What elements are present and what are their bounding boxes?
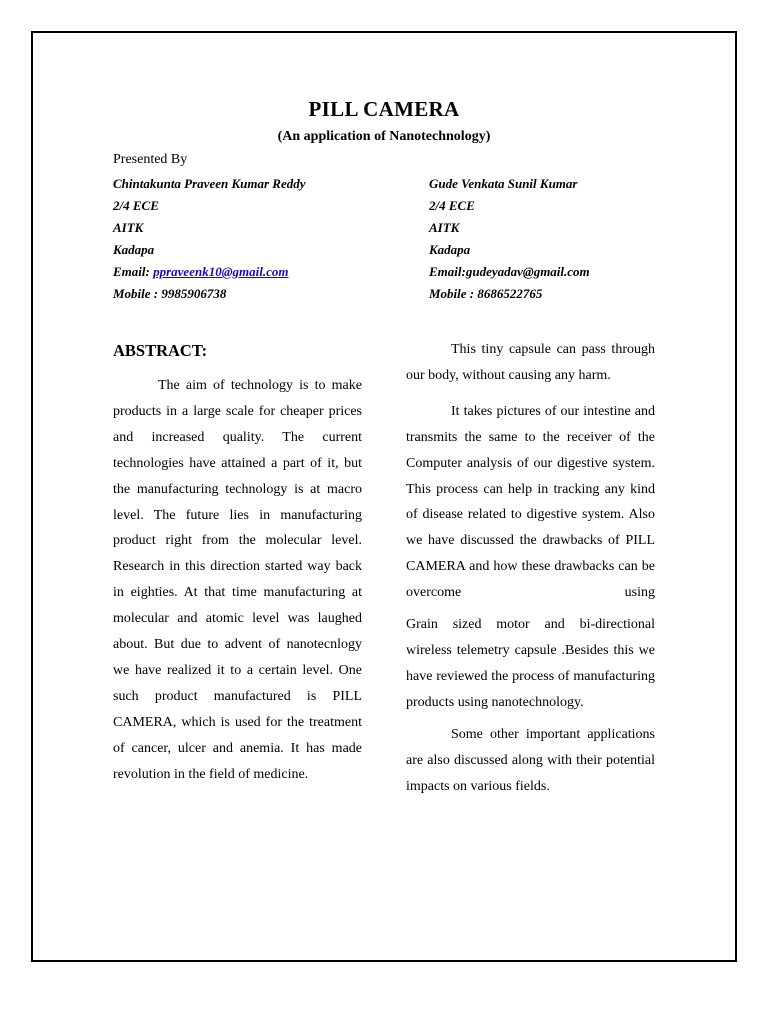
- page-subtitle: (An application of Nanotechnology): [277, 129, 491, 144]
- author-mobile: Mobile : 8686522765: [429, 286, 543, 301]
- abstract-paragraph: Grain sized motor and bi-directional wireless telemetry capsule .Besides this we have reviewed the process of manufacturing products using nanotechnology.: [406, 617, 655, 710]
- author-mobile: Mobile : 9985906738: [113, 286, 227, 301]
- author-college: AITK: [113, 220, 144, 235]
- author-name: Gude Venkata Sunil Kumar: [429, 176, 578, 191]
- presented-by-label: Presented By: [113, 152, 188, 167]
- author-city: Kadapa: [429, 242, 471, 257]
- author-college: AITK: [429, 220, 460, 235]
- abstract-left-column: [113, 373, 362, 788]
- abstract-heading: ABSTRACT:: [113, 341, 208, 360]
- author-block-2: [429, 173, 590, 305]
- abstract-paragraph: This tiny capsule can pass through our body, without causing any harm.: [406, 342, 655, 383]
- abstract-paragraph: It takes pictures of our intestine and transmits the same to the receiver of the Computer analysis of our digestive system. This process can help in tracking any kind of disease related to digestive system. Also we have discussed the drawbacks of PILL CAMERA and how these drawbacks can be overcome using: [406, 403, 655, 601]
- email-label: Email:: [113, 264, 154, 279]
- author-email-line: [429, 261, 590, 283]
- email-label: Email:: [429, 264, 466, 279]
- author-email: gudeyadav@gmail.com: [465, 264, 590, 279]
- author-class: 2/4 ECE: [113, 198, 159, 213]
- page-title: PILL CAMERA: [308, 97, 460, 121]
- abstract-right-column: [406, 337, 655, 799]
- author-block-1: [113, 173, 306, 305]
- author-class: 2/4 ECE: [429, 198, 475, 213]
- author-name: Chintakunta Praveen Kumar Reddy: [113, 176, 306, 191]
- abstract-paragraph: The aim of technology is to make products in a large scale for cheaper prices and increased quality. The current technologies have attained a part of it, but the manufacturing technology is at macro level. The future lies in manufacturing product right from the molecular level. Research in this direction started way back in eighties. At that time manufacturing at molecular and atomic level was laughed about. But due to advent of nanotecnlogy we have realized it to a certain level. One such product manufactured is PILL CAMERA, which is used for the treatment of cancer, ulcer and anemia. It has made revolution in the field of medicine.: [113, 378, 362, 782]
- author-email-line: [113, 261, 306, 283]
- author-city: Kadapa: [113, 242, 155, 257]
- author-email-link[interactable]: ppraveenk10@gmail.com: [153, 264, 289, 279]
- abstract-paragraph: Some other important applications are also discussed along with their potential impacts on various fields.: [406, 726, 655, 794]
